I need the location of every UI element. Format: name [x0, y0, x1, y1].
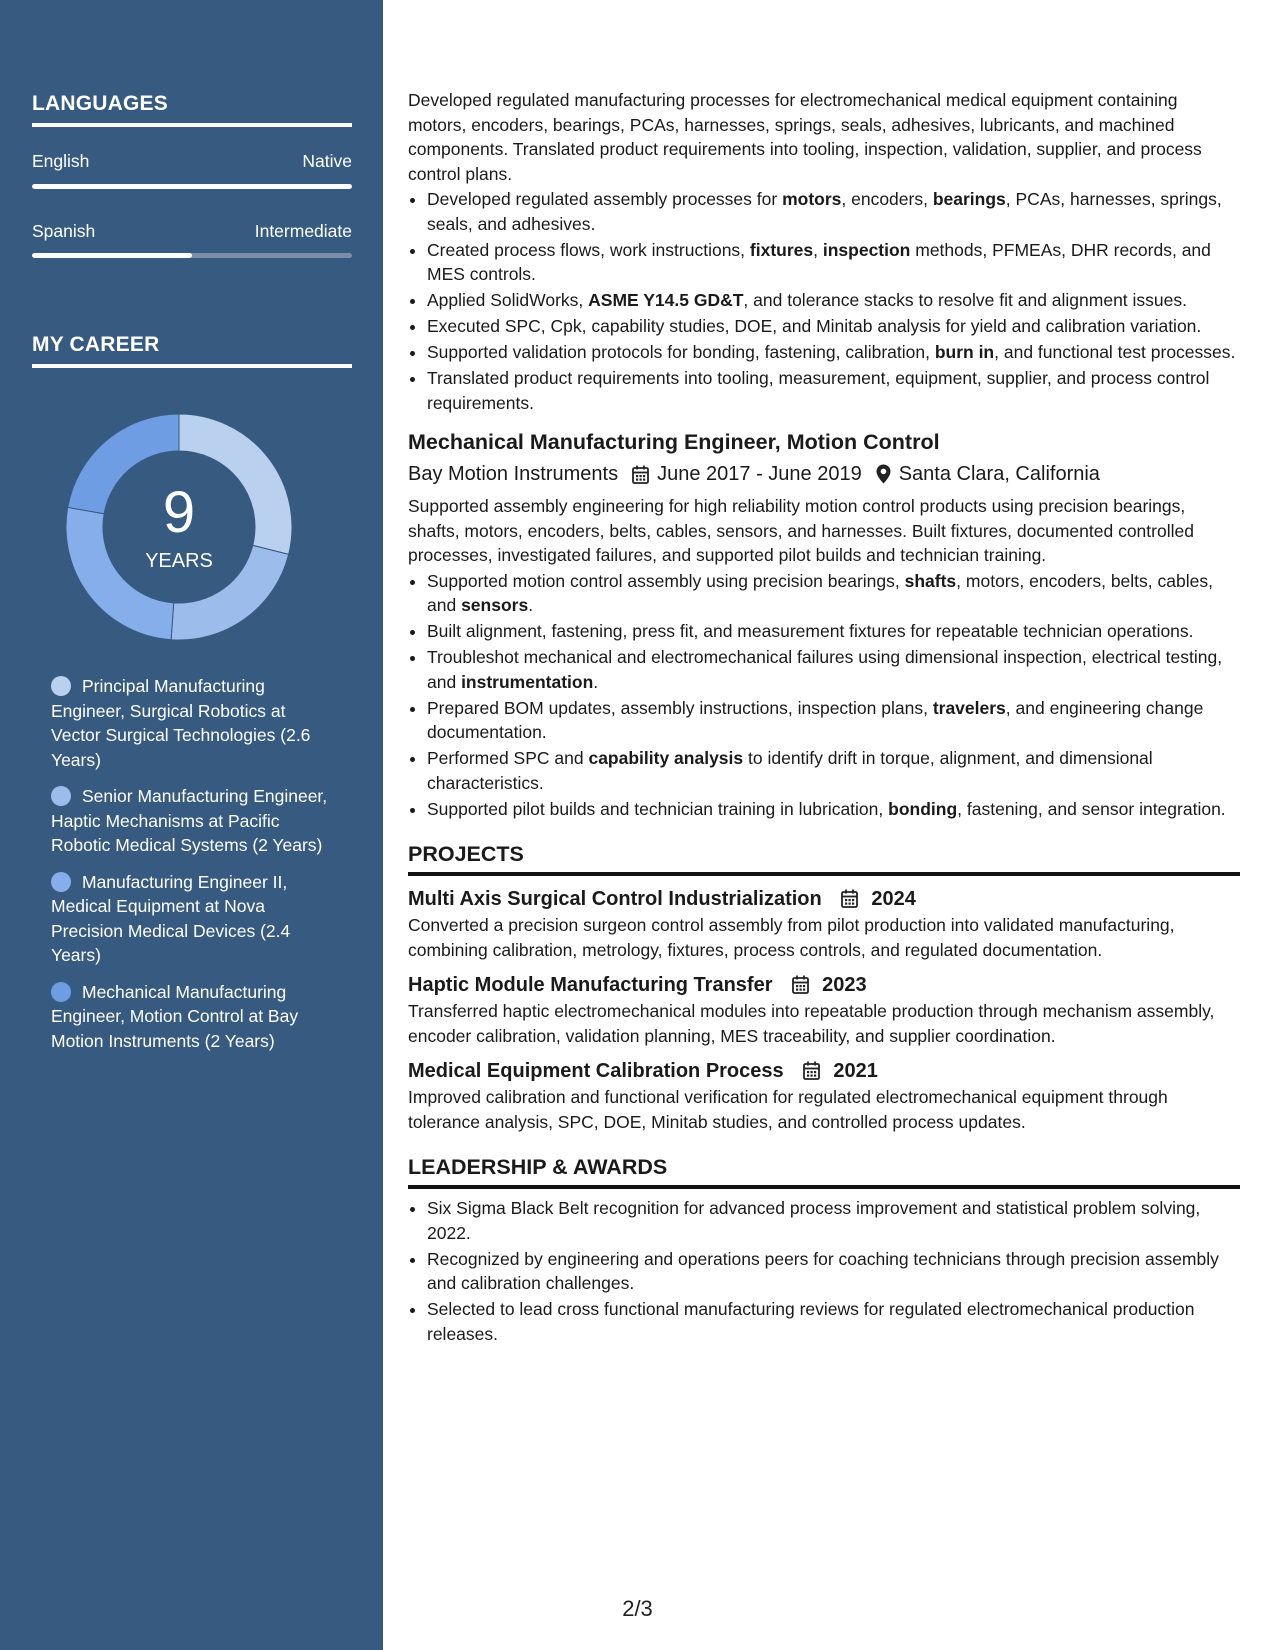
language-row-english: [32, 151, 352, 172]
project-description: Improved calibration and functional verification for regulated electromechanical equipment through tolerance analysis, SPC, DOE, Minitab studies, and controlled process updates.: [408, 1087, 1168, 1132]
calendar-icon: [792, 975, 809, 994]
job-company: Bay Motion Instruments: [408, 463, 619, 485]
career-item: Principal Manufacturing Engineer, Surgical Robotics at Vector Surgical Technologies (2.6 Years): [51, 676, 311, 770]
language-bar-fill: [32, 253, 192, 258]
calendar-icon: [632, 465, 649, 484]
job-bullet: • Translated product requirements into tooling, measurement, equipment, supplier, and process control requirements.: [427, 366, 1240, 415]
awards-heading: LEADERSHIP & AWARDS: [408, 1153, 1240, 1189]
career-donut-chart: [66, 414, 292, 640]
project-year: 2021: [833, 1060, 878, 1082]
job-summary: Supported assembly engineering for high reliability motion control products using precision bearings, shafts, motors, encoders, belts, cables, sensors, and harnesses. Built fixtures, documented controlled processes, investigated failures, and supported pilot builds and technician training.: [408, 496, 1194, 565]
project-description: Transferred haptic electromechanical modules into repeatable production through mechanism assembly, encoder calibration, validation planning, MES traceability, and supplier coordination.: [408, 1001, 1215, 1046]
map-pin-icon: [876, 464, 891, 484]
calendar-icon: [841, 889, 858, 908]
job-bullet: • Developed regulated assembly processes for motors, encoders, bearings, PCAs, harnesses, springs, seals, and adhesives.: [427, 187, 1240, 236]
legend-dot-icon: [51, 872, 71, 892]
job-bullet: • Supported pilot builds and technician training in lubrication, bonding, fastening, and sensor integration.: [427, 797, 1240, 822]
job-title: Mechanical Manufacturing Engineer, Motion Control: [408, 430, 940, 454]
language-bar-english: [32, 184, 352, 189]
award-item: • Recognized by engineering and operations peers for coaching technicians through precision assembly and calibration challenges.: [427, 1247, 1240, 1296]
language-name: Spanish: [32, 221, 96, 241]
job-bullet: • Supported validation protocols for bonding, fastening, calibration, burn in, and functional test processes.: [427, 340, 1240, 365]
award-item: • Selected to lead cross functional manufacturing reviews for regulated electromechanical production releases.: [427, 1297, 1240, 1346]
language-row-spanish: [32, 221, 352, 242]
job-dates: June 2017 - June 2019: [657, 463, 862, 485]
career-item: Senior Manufacturing Engineer, Haptic Mechanisms at Pacific Robotic Medical Systems (2 Years): [51, 786, 328, 855]
legend-dot-icon: [51, 982, 71, 1002]
page-number: 2/3: [622, 1596, 653, 1621]
legend-dot-icon: [51, 786, 71, 806]
job-bullet: • Applied SolidWorks, ASME Y14.5 GD&T, and tolerance stacks to resolve fit and alignment issues.: [427, 288, 1240, 313]
job-bullet: • Prepared BOM updates, assembly instructions, inspection plans, travelers, and engineering change documentation.: [427, 696, 1240, 745]
job-bullets: [408, 187, 1240, 415]
languages-heading: LANGUAGES: [32, 92, 352, 127]
projects-heading: PROJECTS: [408, 840, 1240, 876]
career-legend: [51, 674, 336, 1065]
legend-dot-icon: [51, 676, 71, 696]
project-title: Medical Equipment Calibration Process 2021: [408, 1060, 878, 1082]
calendar-icon: [803, 1061, 820, 1080]
award-item: • Six Sigma Black Belt recognition for advanced process improvement and statistical problem solving, 2022.: [427, 1196, 1240, 1245]
career-item: Mechanical Manufacturing Engineer, Motion Control at Bay Motion Instruments (2 Years): [51, 981, 299, 1051]
job-meta: [408, 460, 1240, 488]
main-content: [408, 88, 1240, 1348]
job-bullets: [408, 569, 1240, 822]
job-bullet: • Executed SPC, Cpk, capability studies, DOE, and Minitab analysis for yield and calibration variation.: [427, 314, 1240, 339]
job-summary: Developed regulated manufacturing processes for electromechanical medical equipment containing motors, encoders, bearings, PCAs, harnesses, springs, seals, adhesives, lubricants, and machined components. Translated product requirements into tooling, inspection, validation, supplier, and process control plans.: [408, 90, 1202, 184]
project-title: Multi Axis Surgical Control Industrialization 2024: [408, 888, 916, 910]
career-heading: MY CAREER: [32, 333, 352, 368]
job-bullet: • Built alignment, fastening, press fit, and measurement fixtures for repeatable technician operations.: [427, 619, 1240, 644]
project-title: Haptic Module Manufacturing Transfer 2023: [408, 974, 867, 996]
sidebar: [0, 0, 383, 1650]
project-description: Converted a precision surgeon control assembly from pilot production into validated manufacturing, combining calibration, metrology, fixtures, process controls, and regulated documentation.: [408, 915, 1175, 960]
job-bullet: • Supported motion control assembly using precision bearings, shafts, motors, encoders, belts, cables, and sensors.: [427, 569, 1240, 618]
career-total-years: 9: [162, 480, 196, 545]
language-name: English: [32, 151, 90, 171]
project-year: 2023: [822, 974, 867, 996]
career-total-unit: YEARS: [145, 550, 213, 572]
job-bullet: • Troubleshot mechanical and electromechanical failures using dimensional inspection, electrical testing, and instrumentation.: [427, 645, 1240, 694]
awards-list: [408, 1196, 1240, 1346]
language-level: Native: [302, 151, 352, 171]
job-bullet: • Performed SPC and capability analysis to identify drift in torque, alignment, and dimensional characteristics.: [427, 746, 1240, 795]
job-bullet: • Created process flows, work instructions, fixtures, inspection methods, PFMEAs, DHR records, and MES controls.: [427, 238, 1240, 287]
project-year: 2024: [871, 888, 916, 910]
language-level: Intermediate: [254, 221, 352, 241]
career-item: Manufacturing Engineer II, Medical Equipment at Nova Precision Medical Devices (2.4 Years): [51, 871, 291, 965]
language-bar-spanish: [32, 253, 352, 258]
language-bar-fill: [32, 184, 352, 189]
job-location: Santa Clara, California: [898, 463, 1100, 485]
